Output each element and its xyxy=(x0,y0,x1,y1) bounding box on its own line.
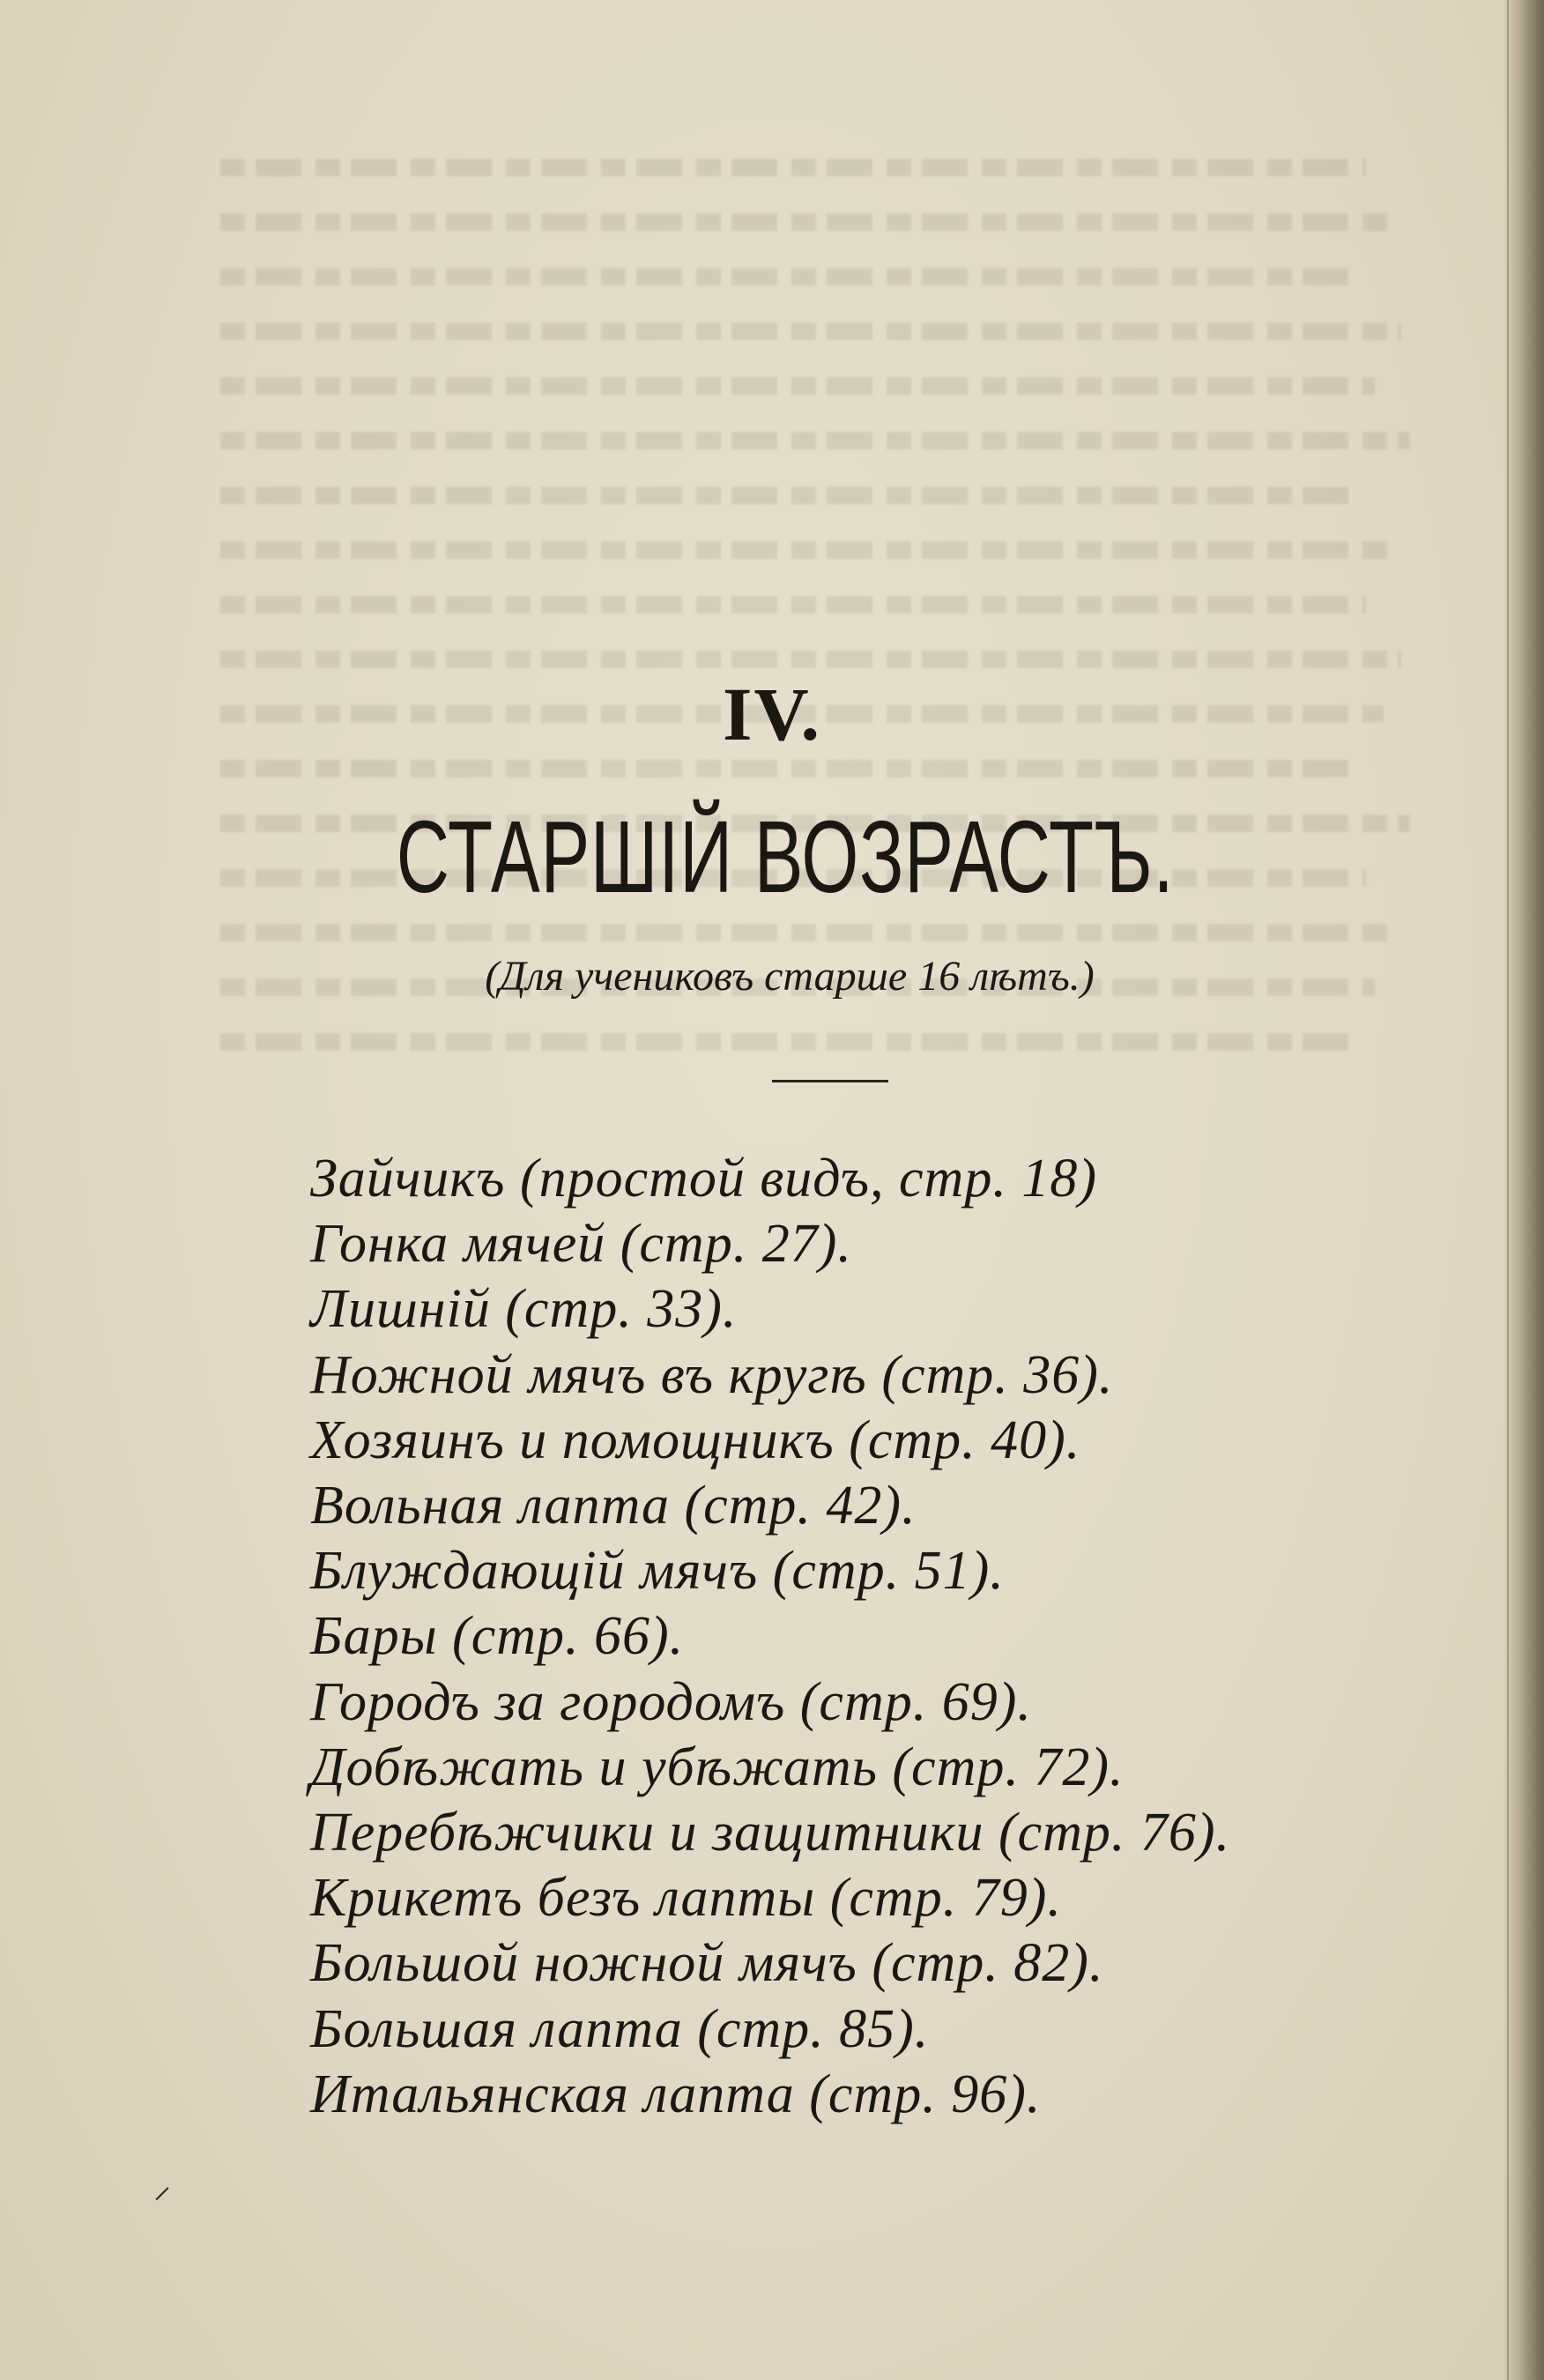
games-list xyxy=(310,1146,1456,2127)
list-item: Ножной мячъ въ кругѣ (стр. 36). xyxy=(310,1344,1114,1405)
list-item: Зайчикъ (простой видъ, стр. 18) xyxy=(310,1149,1097,1209)
binding-edge-shadow xyxy=(1503,0,1544,2380)
list-item: Блуждающій мячъ (стр. 51). xyxy=(310,1541,1005,1602)
list-item: Бары (стр. 66). xyxy=(310,1606,685,1667)
list-item: Вольная лапта (стр. 42). xyxy=(310,1476,917,1536)
list-item: Большой ножной мячъ (стр. 82). xyxy=(310,1933,1104,1994)
list-item: Добѣжать и убѣжать (стр. 72). xyxy=(310,1737,1125,1797)
list-item: Итальянская лапта (стр. 96). xyxy=(310,2064,1042,2124)
ink-mark: ⸝ xyxy=(153,2166,171,2205)
section-rule xyxy=(772,1080,888,1082)
chapter-subtitle: (Для учениковъ старше 16 лѣтъ.) xyxy=(485,953,1095,1000)
list-item: Перебѣжчики и защитники (стр. 76). xyxy=(310,1803,1231,1863)
list-item: Крикетъ безъ лапты (стр. 79). xyxy=(310,1868,1062,1929)
list-item: Гонка мячей (стр. 27). xyxy=(310,1214,852,1275)
list-item: Большая лапта (стр. 85). xyxy=(310,1998,930,2059)
chapter-number: IV. xyxy=(723,672,821,756)
list-item: Хозяинъ и помощникъ (стр. 40). xyxy=(310,1409,1081,1470)
chapter-title: СТАРШІЙ ВОЗРАСТЪ. xyxy=(396,800,1175,914)
list-item: Городъ за городомъ (стр. 69). xyxy=(310,1671,1032,1732)
list-item: Лишній (стр. 33). xyxy=(310,1279,738,1340)
